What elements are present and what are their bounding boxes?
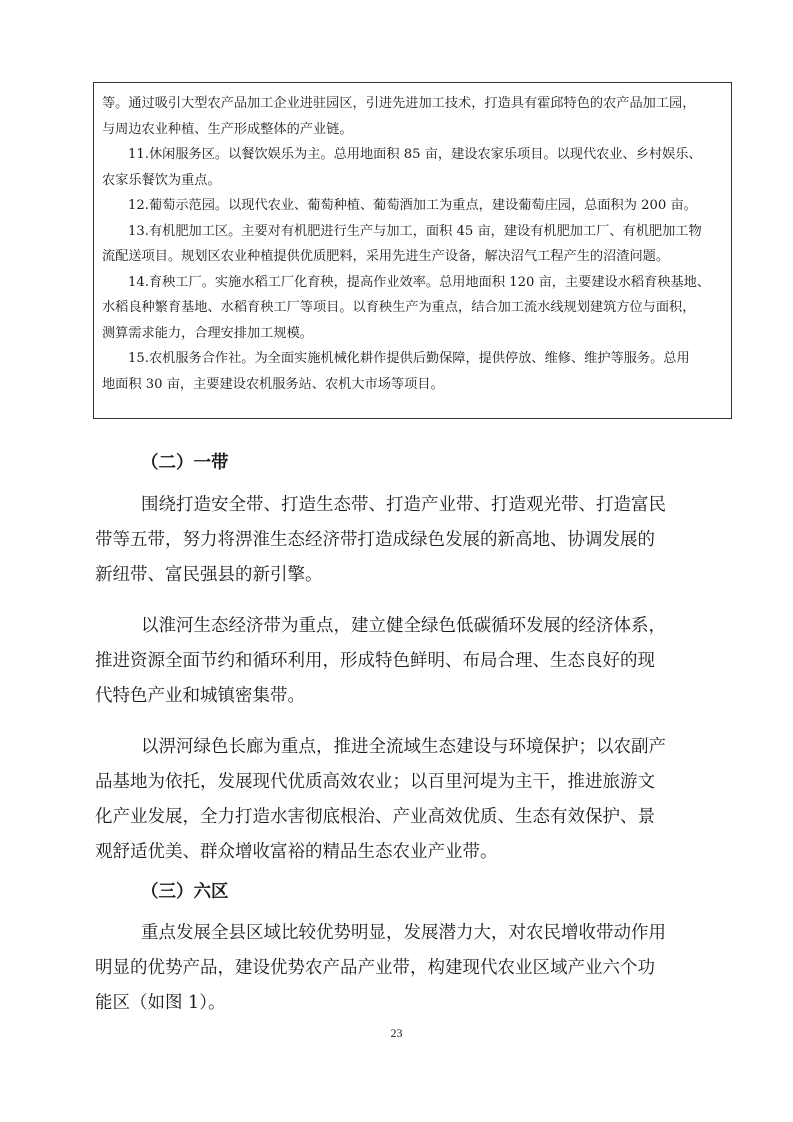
paragraph-line: 品基地为依托，发展现代优质高效农业；以百里河堤为主干，推进旅游文 bbox=[95, 772, 655, 792]
box-line-7: 流配送项目。规划区农业种植提供优质肥料，采用先进生产设备，解决沼气工程产生的沼渣问题。 bbox=[102, 249, 670, 264]
paragraph-line: 带等五带，努力将淠淮生态经济带打造成绿色发展的新高地、协调发展的 bbox=[95, 530, 655, 550]
box-line-2: 与周边农业种植、生产形成整体的产业链。 bbox=[102, 121, 353, 137]
section-heading-one-belt: （二）一带 bbox=[141, 453, 229, 473]
paragraph-line: 推进资源全面节约和循环利用，形成特色鲜明、布局合理、生态良好的现 bbox=[95, 651, 655, 671]
paragraph-line: 代特色产业和城镇密集带。 bbox=[95, 686, 305, 706]
box-line-12: 地面积 30 亩，主要建设农机服务站、农机大市场等项目。 bbox=[102, 376, 444, 392]
box-item-14-seedling-factory: 14.育秧工厂。实施水稻工厂化育秧，提高作业效率。总用地面积 120 亩，主要建设水稻育秧基地、 bbox=[128, 274, 711, 290]
box-line-9: 水稻良种繁育基地、水稻育秧工厂等项目。以育秧生产为重点，结合加工流水线规划建筑方位与面积， bbox=[102, 300, 696, 315]
page-number: 23 bbox=[390, 1026, 403, 1040]
box-item-11-leisure-service-area: 11.休闲服务区。以餐饮娱乐为主。总用地面积 85 亩，建设农家乐项目。以现代农业、乡村娱乐、 bbox=[128, 147, 702, 162]
paragraph-line: 重点发展全县区域比较优势明显，发展潜力大，对农民增收带动作用 bbox=[141, 923, 666, 943]
paragraph-line: 明显的优势产品，建设优势农产品产业带，构建现代农业区域产业六个功 bbox=[95, 958, 655, 978]
box-item-13-organic-fertilizer-area: 13.有机肥加工区。主要对有机肥进行生产与加工，面积 45 亩，建设有机肥加工厂、有机肥加工物 bbox=[128, 223, 702, 239]
box-line-10: 测算需求能力，合理安排加工规模。 bbox=[102, 325, 313, 341]
paragraph-six-functional-zones bbox=[95, 916, 745, 1021]
box-item-12-grape-demo-garden: 12.葡萄示范园。以现代农业、葡萄种植、葡萄酒加工为重点，建设葡萄庄园，总面积为 200 亩。 bbox=[128, 198, 697, 213]
paragraph-huaihe-economic-belt bbox=[95, 609, 745, 714]
section-heading-six-zones: （三）六区 bbox=[141, 882, 229, 902]
paragraph-line: 化产业发展，全力打造水害彻底根治、产业高效优质、生态有效保护、景 bbox=[95, 807, 655, 827]
paragraph-line: 围绕打造安全带、打造生态带、打造产业带、打造观光带、打造富民 bbox=[141, 495, 666, 515]
continued-project-list-box bbox=[93, 82, 732, 419]
paragraph-five-belts bbox=[95, 488, 745, 593]
box-item-15-farm-machinery-coop: 15.农机服务合作社。为全面实施机械化耕作提供后勤保障，提供停放、维修、维护等服务。总用 bbox=[128, 351, 690, 366]
paragraph-line: 新纽带、富民强县的新引擎。 bbox=[95, 565, 323, 585]
paragraph-line: 以淮河生态经济带为重点，建立健全绿色低碳循环发展的经济体系， bbox=[141, 616, 666, 636]
box-line-1: 等。通过吸引大型农产品加工企业进驻园区，引进先进加工技术，打造具有霍邱特色的农产品加工园， bbox=[102, 96, 696, 111]
paragraph-line: 观舒适优美、群众增收富裕的精品生态农业产业带。 bbox=[95, 842, 498, 862]
box-line-4: 农家乐餐饮为重点。 bbox=[102, 172, 221, 188]
paragraph-line: 能区（如图 1）。 bbox=[95, 993, 226, 1013]
paragraph-line: 以淠河绿色长廊为重点，推进全流域生态建设与环境保护；以农副产 bbox=[141, 737, 666, 757]
paragraph-pihe-green-corridor bbox=[95, 730, 745, 870]
